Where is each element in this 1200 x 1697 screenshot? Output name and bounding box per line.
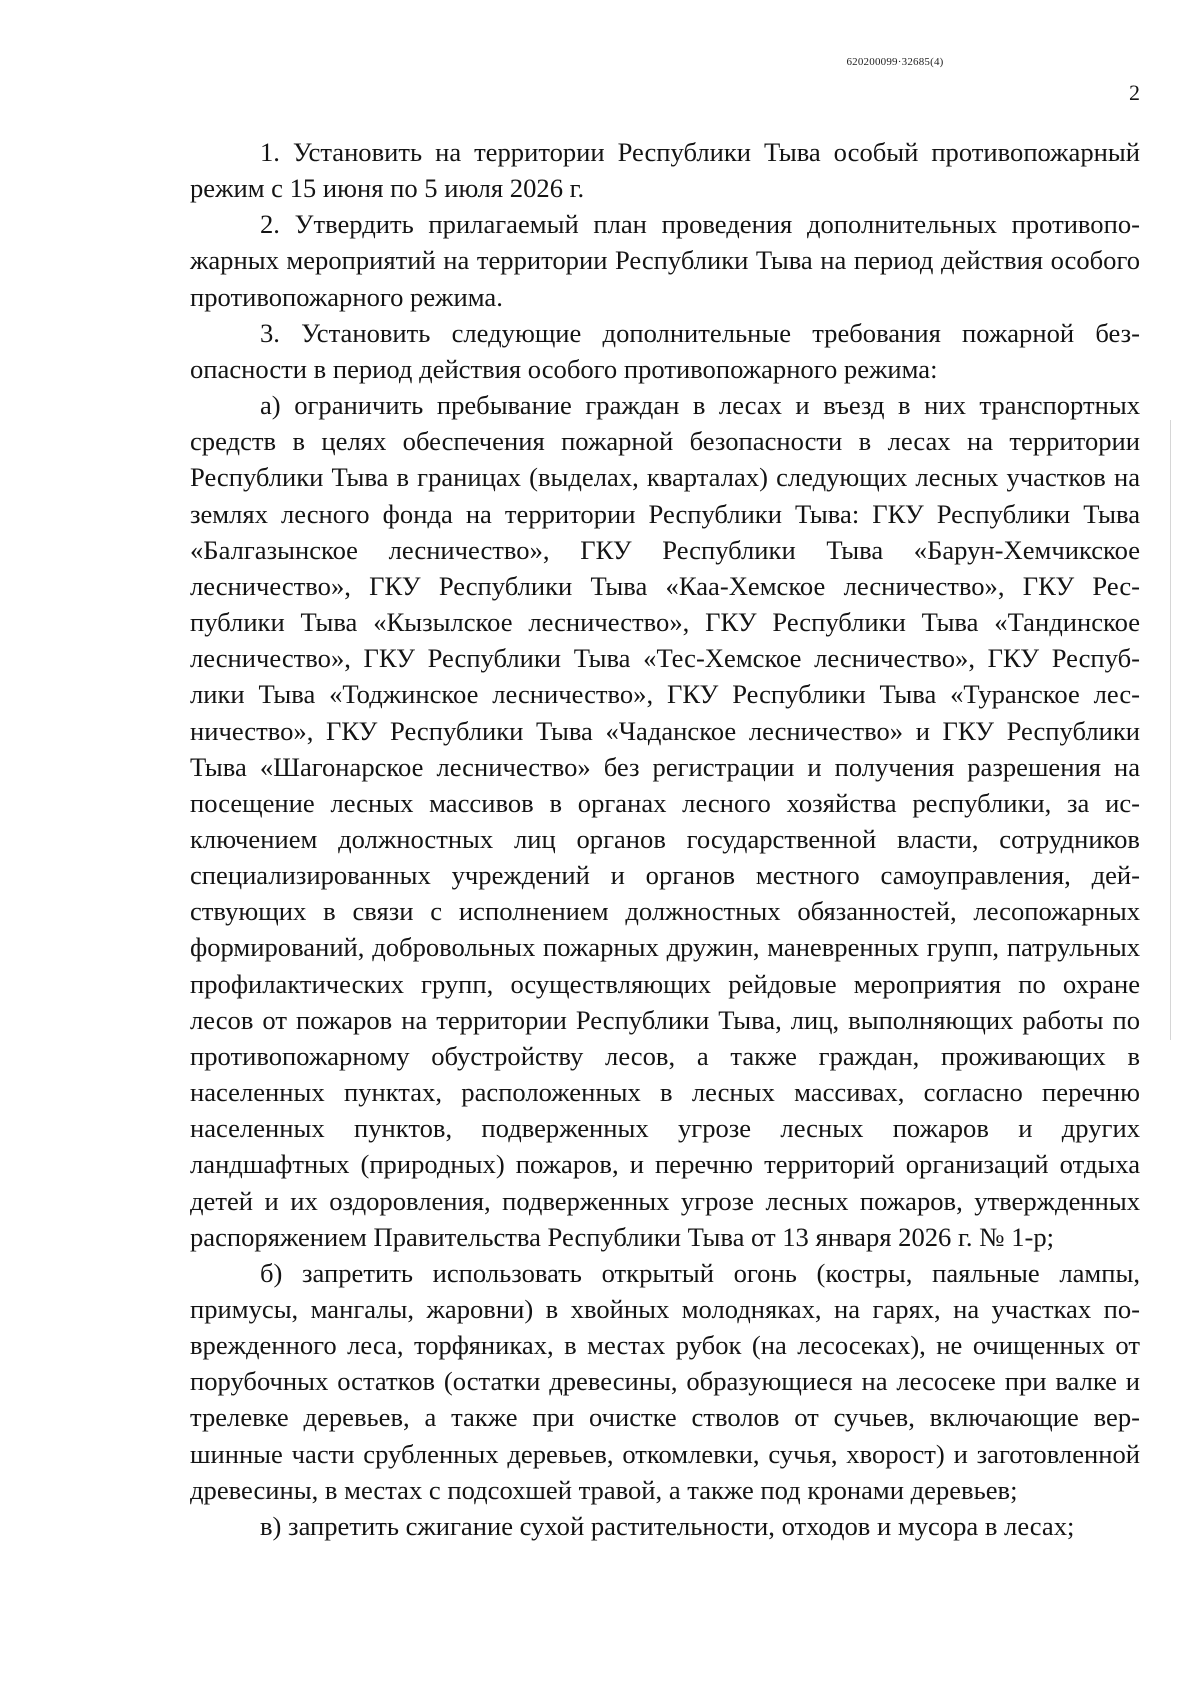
subparagraph-v: в) запретить сжигание сухой растительности, отходов и мусора в лесах; (260, 1510, 1075, 1541)
scan-edge-line (1170, 420, 1171, 1040)
paragraph-item-3: 3. Установить следующие дополнительные требования пожарной безопасности в период действия особого противопожарного режима: (190, 317, 1140, 384)
document-body (190, 134, 1140, 1544)
paragraph-item-2: 2. Утвердить прилагаемый план проведения дополнительных противопожарных мероприятий на территории Республики Тыва на период действия особого противопожарного режима. (190, 209, 1140, 312)
paragraph-item-1: 1. Установить на территории Республики Тыва особый противопожарный режим с 15 июня по 5 июля 2026 г. (190, 137, 1140, 204)
document-code: 620200099·32685(4) (846, 56, 944, 68)
page-number: 2 (1129, 80, 1140, 105)
subparagraph-b: б) запретить использовать открытый огонь (костры, паяльные лампы, примусы, мангалы, жаровни) в хвойных молодняках, на гарях, на участках поврежденного леса, торфяниках, в местах рубок (на лесосеках), не очищенных от порубочных остатков (остатки древесины, образующиеся на лесосеке при валке и трелевке деревьев, а также при очистке стволов от сучьев, включающие вершинные части срубленных деревьев, откомлевки, сучья, хворост) и заготовленной древесины, в местах с подсохшей травой, а также под кронами деревьев; (190, 1257, 1140, 1505)
subparagraph-a: а) ограничить пребывание граждан в лесах и въезд в них транспортных средств в целях обеспечения пожарной безопасности в лесах на территории Республики Тыва в границах (выделах, кварталах) следующих лесных участков на землях лесного фонда на территории Республики Тыва: ГКУ Республики Тыва «Балгазынское лесничество», ГКУ Республики Тыва «Барун-Хемчикское лесничество», ГКУ Республики Тыва «Каа-Хемское лесничество», ГКУ Республики Тыва «Кызылское лесничество», ГКУ Республики Тыва «Тандинское лесничество», ГКУ Республики Тыва «Тес-Хемское лесничество», ГКУ Республики Тыва «Тоджинское лесничество», ГКУ Республики Тыва «Туранское лесничество», ГКУ Республики Тыва «Чаданское лесничество» и ГКУ Республики Тыва «Шагонарское лесничество» без регистрации и получения разрешения на посещение лесных массивов в органах лесного хозяйства республики, за исключением должностных лиц органов государственной власти, сотрудников специализированных учреждений и органов местного самоуправления, действующих в связи с исполнением должностных обязанностей, лесопожарных формирований, добровольных пожарных дружин, маневренных групп, патрульных профилактических групп, осуществляющих рейдовые мероприятия по охране лесов от пожаров на территории Республики Тыва, лиц, выполняющих работы по противопожарному обустройству лесов, а также граждан, проживающих в населенных пунктах, расположенных в лесных массивах, согласно перечню населенных пунктов, подверженных угрозе лесных пожаров и других ландшафтных (природных) пожаров, и перечню территорий организаций отдыха детей и их оздоровления, подверженных угрозе лесных пожаров, утвержденных распоряжением Правительства Республики Тыва от 13 января 2026 г. № 1-р; (190, 390, 1140, 1252)
